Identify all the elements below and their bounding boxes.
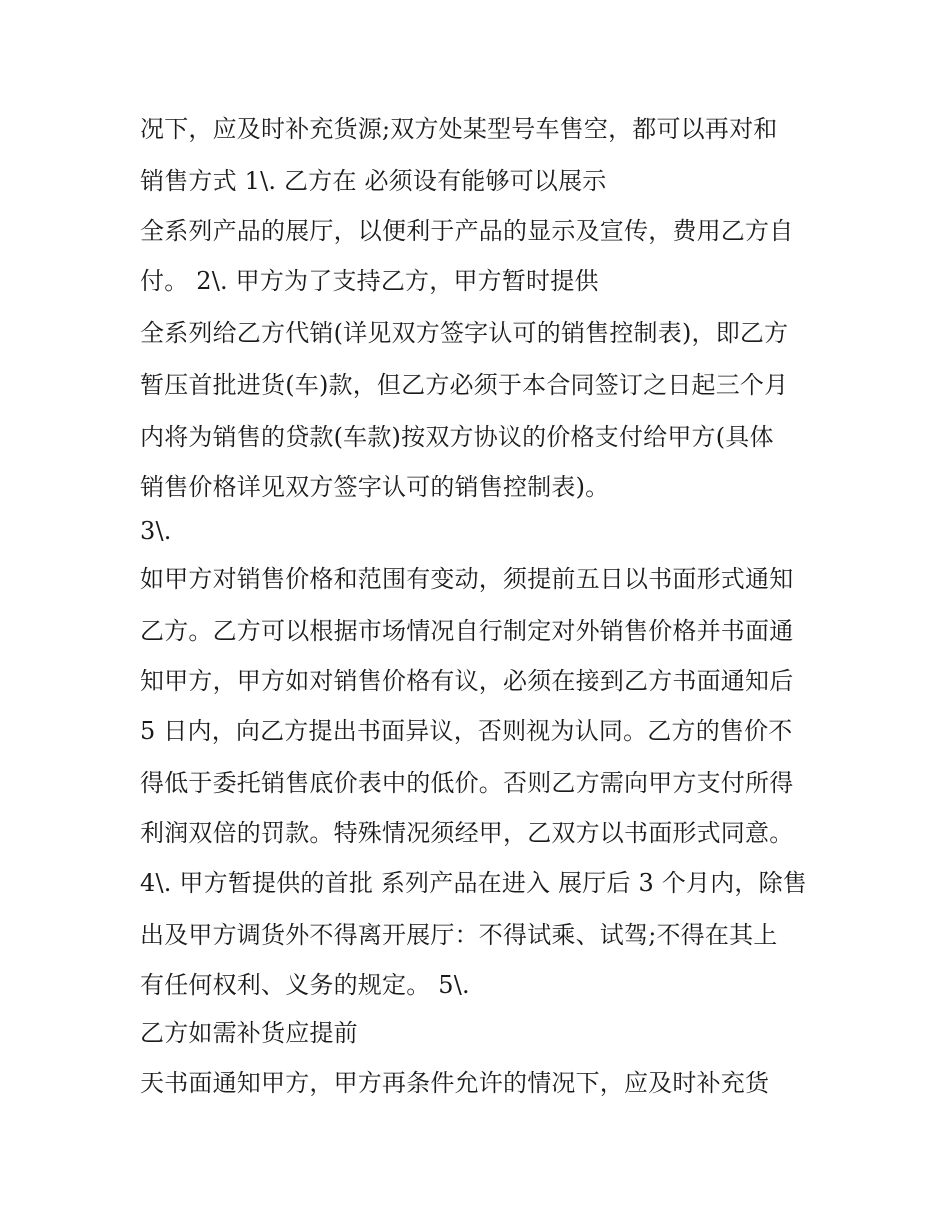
- text-line: 知甲方，甲方如对销售价格有议，必须在接到乙方书面通知后: [140, 667, 794, 695]
- text-line: 全系列给乙方代销(详见双方签字认可的销售控制表)，即乙方: [140, 319, 789, 347]
- text-line: 得低于委托销售底价表中的低价。否则乙方需向甲方支付所得: [140, 769, 794, 797]
- text-line: 暂压首批进货(车)款，但乙方必须于本合同签订之日起三个月: [140, 371, 789, 399]
- text-line: 全系列产品的展厅，以便利于产品的显示及宣传，费用乙方自: [140, 217, 794, 245]
- text-line: 况下，应及时补充货源;双方处某型号车售空，都可以再对和: [140, 115, 778, 143]
- text-line: 3\.: [140, 517, 172, 545]
- text-line: 乙方如需补货应提前: [140, 1019, 358, 1047]
- text-line: 内将为销售的贷款(车款)按双方协议的价格支付给甲方(具体: [140, 423, 774, 451]
- text-line: 销售方式 1\. 乙方在 必须设有能够可以展示: [140, 167, 607, 195]
- text-line: 天书面通知甲方，甲方再条件允许的情况下，应及时补充货: [140, 1069, 770, 1097]
- text-line: 销售价格详见双方签字认可的销售控制表)。: [140, 473, 610, 501]
- text-line: 4\. 甲方暂提供的首批 系列产品在进入 展厅后 3 个月内，除售: [140, 869, 807, 897]
- text-line: 有任何权利、义务的规定。 5\.: [140, 971, 470, 999]
- text-line: 付。 2\. 甲方为了支持乙方，甲方暂时提供: [140, 267, 599, 295]
- text-line: 乙方。乙方可以根据市场情况自行制定对外销售价格并书面通: [140, 617, 794, 645]
- text-line: 如甲方对销售价格和范围有变动，须提前五日以书面形式通知: [140, 565, 794, 593]
- text-line: 出及甲方调货外不得离开展厅：不得试乘、试驾;不得在其上: [140, 921, 778, 949]
- text-line: 利润双倍的罚款。特殊情况须经甲，乙双方以书面形式同意。: [140, 819, 794, 847]
- text-line: 5 日内，向乙方提出书面异议，否则视为认同。乙方的售价不: [140, 717, 793, 745]
